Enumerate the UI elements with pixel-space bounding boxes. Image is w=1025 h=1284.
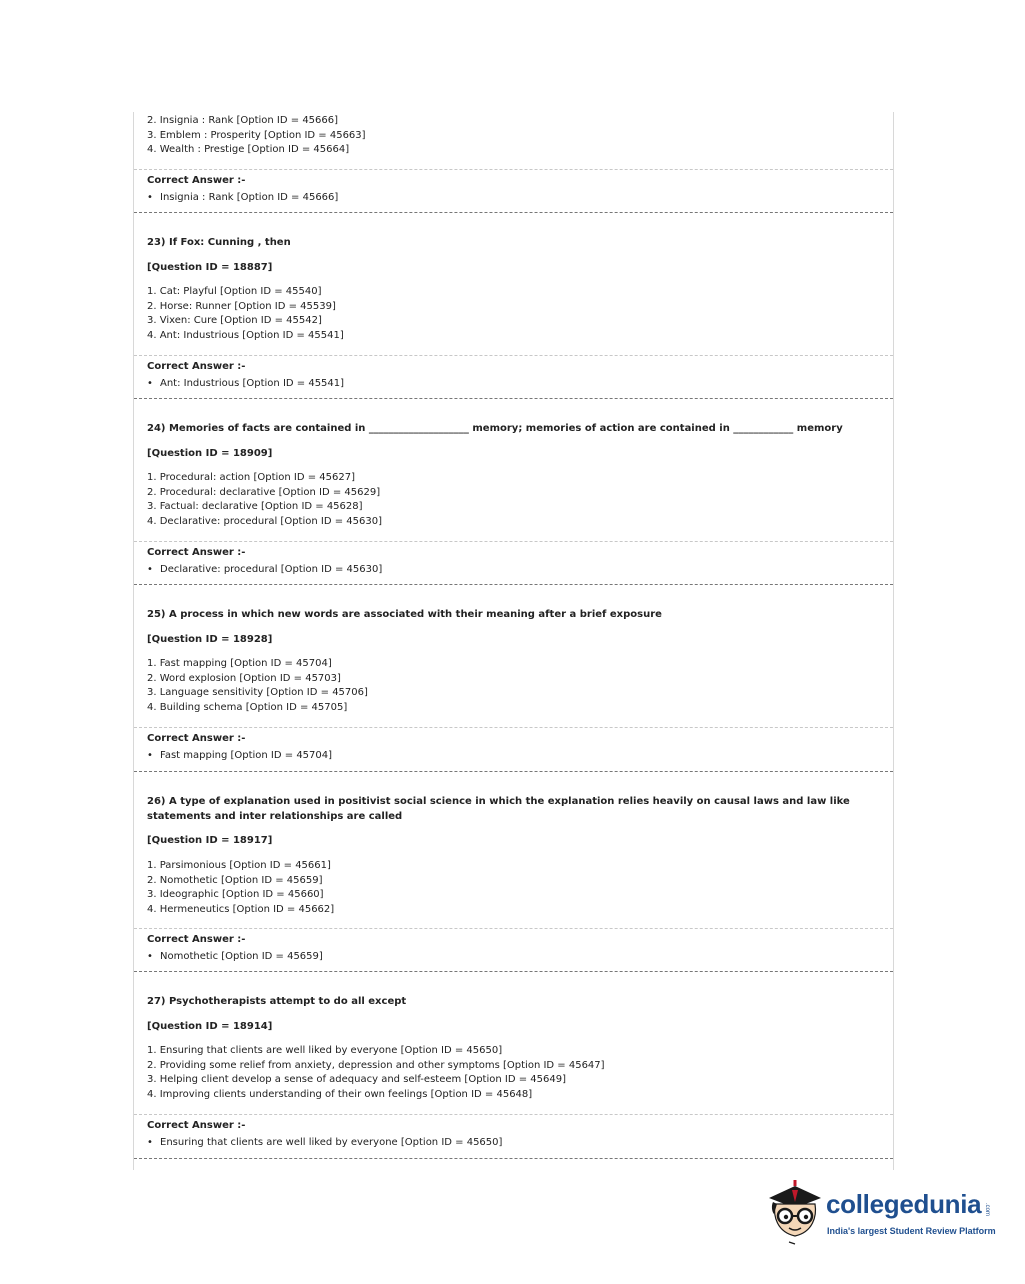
- q26-option-4: 4. Hermeneutics [Option ID = 45662]: [147, 903, 335, 915]
- q26-answer-text: Nomothetic [Option ID = 45659]: [160, 951, 323, 962]
- q27-option-3: 3. Helping client develop a sense of adequacy and self-esteem [Option ID = 45649]: [147, 1074, 566, 1085]
- q25-answer-label: Correct Answer :-: [147, 733, 246, 744]
- logo-dotcom: .com: [984, 1203, 990, 1217]
- q22-options-block: [134, 112, 893, 170]
- q26-answer-label: Correct Answer :-: [147, 934, 246, 945]
- q24-option-1: 1. Procedural: action [Option ID = 45627]: [147, 472, 355, 483]
- q26-question-id: [Question ID = 18917]: [147, 835, 273, 846]
- q23-answer-block: [134, 355, 893, 399]
- q22-option-4: 4. Wealth : Prestige [Option ID = 45664]: [147, 144, 350, 155]
- q25-option-2: 2. Word explosion [Option ID = 45703]: [147, 672, 341, 684]
- q23-option-3: 3. Vixen: Cure [Option ID = 45542]: [147, 315, 322, 326]
- q24-answer: • Declarative: procedural [Option ID = 45630]: [147, 564, 383, 575]
- q22-option-3: 3. Emblem : Prosperity [Option ID = 45663]: [147, 129, 366, 141]
- q26-answer: • Nomothetic [Option ID = 45659]: [147, 951, 323, 962]
- q27-question-block: [134, 971, 893, 1115]
- q23-answer-text: Ant: Industrious [Option ID = 45541]: [160, 378, 345, 389]
- q25-answer-text: Fast mapping [Option ID = 45704]: [160, 750, 333, 761]
- q27-answer-text: Ensuring that clients are well liked by everyone [Option ID = 45650]: [160, 1137, 503, 1148]
- logo-tagline: India's largest Student Review Platform: [827, 1226, 996, 1236]
- logo-wordmark: collegedunia: [826, 1189, 982, 1219]
- q26-question-block: [134, 771, 893, 929]
- q27-question-id: [Question ID = 18914]: [147, 1021, 273, 1032]
- q27-answer: • Ensuring that clients are well liked by everyone [Option ID = 45650]: [147, 1137, 503, 1148]
- q25-question-text: 25) A process in which new words are associated with their meaning after a brief exposure: [147, 609, 662, 620]
- q25-question-id: [Question ID = 18928]: [147, 634, 273, 645]
- q26-option-1: 1. Parsimonious [Option ID = 45661]: [147, 860, 331, 871]
- q26-answer-block: [134, 928, 893, 972]
- q23-answer-label: Correct Answer :-: [147, 361, 246, 372]
- q24-question-text: 24) Memories of facts are contained in ____________________ memory; memories of action are contained in ____________ memory: [147, 423, 843, 434]
- q24-option-2: 2. Procedural: declarative [Option ID = 45629]: [147, 486, 381, 498]
- q24-option-4: 4. Declarative: procedural [Option ID = 45630]: [147, 515, 382, 527]
- q25-option-4: 4. Building schema [Option ID = 45705]: [147, 701, 348, 713]
- q23-option-4: 4. Ant: Industrious [Option ID = 45541]: [147, 329, 344, 341]
- q26-option-3: 3. Ideographic [Option ID = 45660]: [147, 889, 324, 900]
- q27-option-2: 2. Providing some relief from anxiety, depression and other symptoms [Option ID = 45647]: [147, 1059, 605, 1071]
- q25-question-block: [134, 584, 893, 728]
- q24-question-block: [134, 398, 893, 542]
- q25-answer: • Fast mapping [Option ID = 45704]: [147, 750, 333, 761]
- q27-option-4: 4. Improving clients understanding of their own feelings [Option ID = 45648]: [147, 1088, 533, 1100]
- q23-option-2: 2. Horse: Runner [Option ID = 45539]: [147, 300, 336, 312]
- q22-answer-label: Correct Answer :-: [147, 175, 246, 186]
- q24-answer-block: [134, 541, 893, 585]
- q24-answer-label: Correct Answer :-: [147, 547, 246, 558]
- q23-question-text: 23) If Fox: Cunning , then: [147, 237, 291, 248]
- q23-question-id: [Question ID = 18887]: [147, 262, 273, 273]
- q23-option-1: 1. Cat: Playful [Option ID = 45540]: [147, 286, 322, 297]
- q24-answer-text: Declarative: procedural [Option ID = 45630]: [160, 564, 383, 575]
- q24-option-3: 3. Factual: declarative [Option ID = 45628]: [147, 501, 363, 512]
- q24-question-id: [Question ID = 18909]: [147, 448, 273, 459]
- q22-answer-block: [134, 169, 893, 213]
- q25-answer-block: [134, 727, 893, 772]
- q27-question-text: 27) Psychotherapists attempt to do all except: [147, 996, 407, 1007]
- q23-answer: • Ant: Industrious [Option ID = 45541]: [147, 378, 345, 389]
- q25-option-1: 1. Fast mapping [Option ID = 45704]: [147, 658, 332, 669]
- mascot-icon: [765, 1176, 825, 1246]
- q26-question-text: 26) A type of explanation used in positivist social science in which the explanation relies heavily on causal laws and law like statements and inter relationships are called: [147, 796, 850, 822]
- q25-option-3: 3. Language sensitivity [Option ID = 45706]: [147, 687, 368, 698]
- q22-answer-text: Insignia : Rank [Option ID = 45666]: [160, 192, 339, 203]
- q23-question-block: [134, 212, 893, 356]
- q27-answer-block: [134, 1114, 893, 1159]
- q22-answer: • Insignia : Rank [Option ID = 45666]: [147, 192, 339, 203]
- question-sheet: [133, 112, 894, 1170]
- q27-answer-label: Correct Answer :-: [147, 1120, 246, 1131]
- q26-option-2: 2. Nomothetic [Option ID = 45659]: [147, 874, 323, 886]
- q27-option-1: 1. Ensuring that clients are well liked by everyone [Option ID = 45650]: [147, 1045, 503, 1056]
- q22-option-2: 2. Insignia : Rank [Option ID = 45666]: [147, 115, 339, 126]
